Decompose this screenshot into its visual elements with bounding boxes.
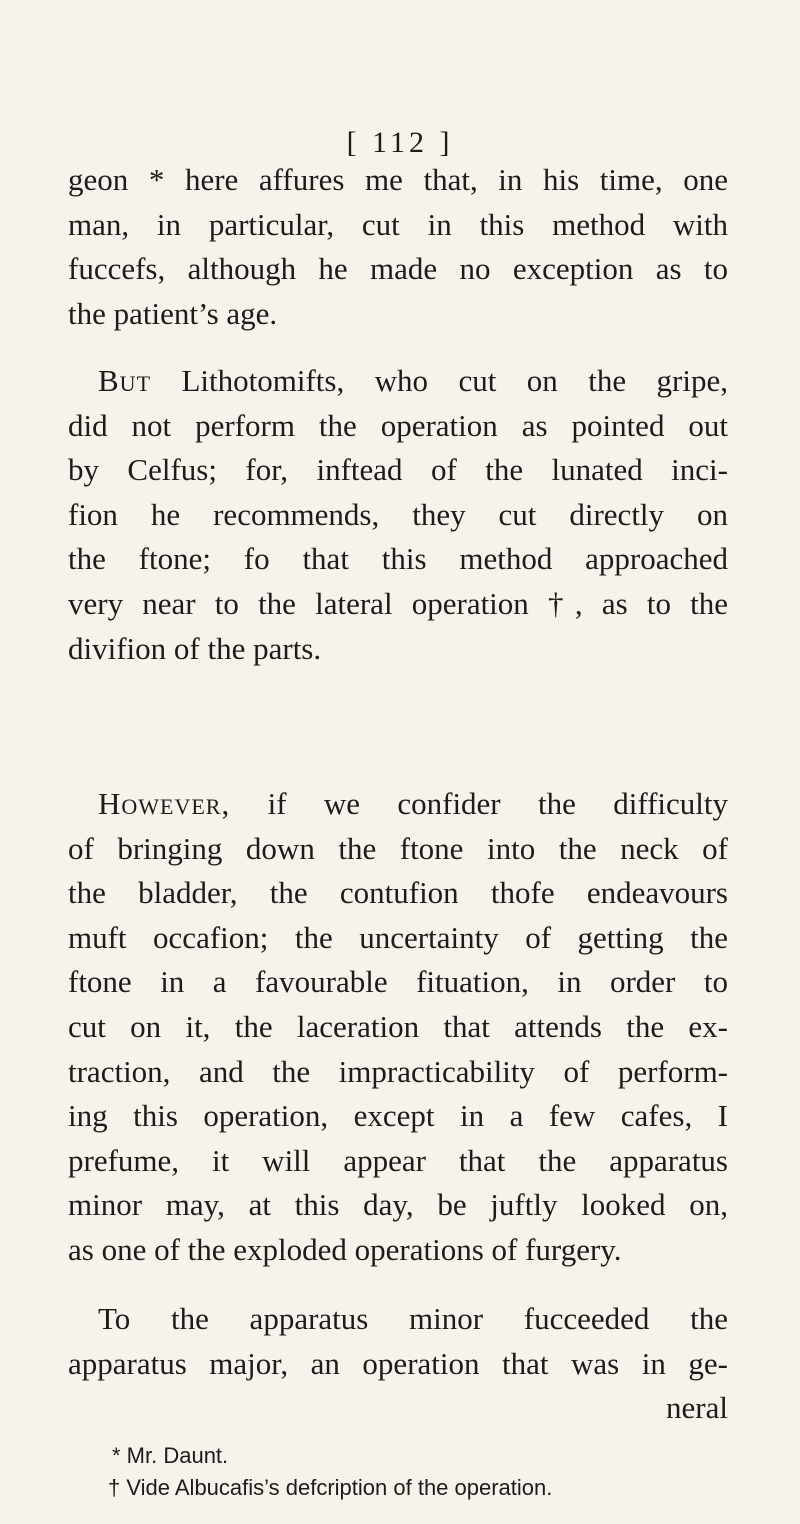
text-line: the patient’s age. bbox=[68, 295, 278, 331]
catchword: neral bbox=[666, 1390, 728, 1426]
text-line: apparatus major, an operation that was in ge- bbox=[68, 1345, 728, 1381]
text-line-rest: Lithotomifts, who cut on the gripe, bbox=[151, 363, 728, 398]
text-line: fuccefs, although he made no exception as to bbox=[68, 251, 728, 287]
text-line: the bladder, the contufion thofe endeavours bbox=[68, 875, 728, 911]
text-line: of bringing down the ftone into the neck of bbox=[68, 830, 728, 866]
text-line: prefume, it will appear that the apparatus bbox=[68, 1142, 728, 1178]
text-line: the ftone; fo that this method approached bbox=[68, 541, 728, 577]
text-line: cut on it, the laceration that attends the ex- bbox=[68, 1008, 728, 1044]
footnote: † Vide Albucafis’s defcription of the operation. bbox=[108, 1475, 553, 1500]
paragraph-lead-word: But bbox=[98, 363, 152, 398]
paragraph-4 bbox=[68, 1297, 728, 1431]
text-line: muft occafion; the uncertainty of getting the bbox=[68, 919, 728, 955]
footnote: * Mr. Daunt. bbox=[112, 1443, 229, 1468]
text-line: fion he recommends, they cut directly on bbox=[68, 496, 728, 532]
text-line: ing this operation, except in a few cafes, I bbox=[68, 1098, 728, 1134]
text-line: ftone in a favourable fituation, in order to bbox=[68, 964, 728, 1000]
text-line-rest: if we confider the difficulty bbox=[230, 786, 728, 821]
paragraph-1 bbox=[68, 158, 728, 336]
text-line: To the apparatus minor fucceeded the bbox=[98, 1301, 728, 1336]
text-line: geon * here affures me that, in his time, one bbox=[68, 162, 728, 197]
text-line: man, in particular, cut in this method with bbox=[68, 206, 728, 242]
text-line: minor may, at this day, be juftly looked on, bbox=[68, 1187, 728, 1223]
text-line: very near to the lateral operation †, as to the bbox=[68, 585, 728, 621]
paragraph-2 bbox=[68, 359, 728, 671]
text-line: did not perform the operation as pointed out bbox=[68, 407, 728, 443]
paragraph-lead-word: However, bbox=[98, 786, 231, 821]
page-number: [ 112 ] bbox=[346, 126, 454, 159]
text-line bbox=[68, 359, 728, 404]
text-line: by Celfus; for, inftead of the lunated inci- bbox=[68, 452, 728, 488]
footnotes bbox=[108, 1440, 748, 1504]
text-line bbox=[68, 782, 728, 827]
text-line: as one of the exploded operations of furgery. bbox=[68, 1231, 622, 1267]
text-line: divifion of the parts. bbox=[68, 630, 322, 666]
paragraph-3 bbox=[68, 782, 728, 1273]
text-line: traction, and the impracticability of perform- bbox=[68, 1053, 728, 1089]
